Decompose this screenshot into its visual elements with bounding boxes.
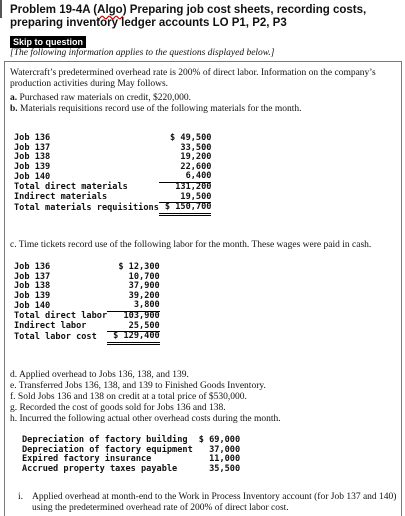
- item-f: f. Sold Jobs 136 and 138 on credit at a total price of $530,000.: [10, 392, 247, 402]
- table-row: Expired factory insurance 11,000: [22, 454, 241, 465]
- labor-table: [14, 263, 160, 345]
- table-row: Job 139 39,200: [14, 290, 160, 301]
- item-b: b. Materials requisitions record use of the following materials for the month.: [10, 104, 302, 114]
- skip-to-question-button[interactable]: Skip to question: [10, 36, 86, 48]
- item-g: g. Recorded the cost of goods sold for Jobs 136 and 138.: [10, 403, 226, 413]
- table-row: Total direct materials 131,200: [14, 181, 212, 192]
- table-row: Job 139 22,600: [14, 161, 212, 172]
- algo-label: Algo: [97, 4, 123, 16]
- table-row: Depreciation of factory building $ 69,000: [22, 435, 241, 445]
- table-row: Job 138 19,200: [14, 152, 212, 163]
- materials-table: [14, 134, 211, 216]
- intro-text: Watercraft’s predetermined overhead rate is 200% of direct labor. Information on the company’s production activities during May follows.: [10, 68, 376, 89]
- info-note: [The following information applies to the questions displayed below.]: [10, 48, 275, 58]
- problem-title: Problem 19-4A (Algo) Preparing job cost sheets, recording costs, preparing inventory ledger accounts LO P1, P2, P3: [10, 4, 367, 29]
- table-row: Accrued property taxes payable 35,500: [22, 463, 241, 474]
- item-c: c. Time tickets record use of the following labor for the month. These wages were paid in cash.: [10, 240, 372, 250]
- item-i: i. Applied overhead at month-end to the Work in Process Inventory account (for Job 137 and 140) using the predetermined overhead rate of 200% of direct labor cost.: [18, 492, 397, 513]
- table-row: Job 137 10,700: [14, 271, 160, 282]
- left-edge-bar: [0, 0, 2, 18]
- table-row: Job 140 6,400: [14, 171, 212, 182]
- overhead-table: [22, 436, 240, 474]
- item-d: d. Applied overhead to Jobs 136, 138, and 139.: [10, 370, 189, 380]
- item-e: e. Transferred Jobs 136, 138, and 139 to Finished Goods Inventory.: [10, 381, 266, 391]
- item-h: h. Incurred the following actual other overhead costs during the month.: [10, 414, 281, 424]
- item-a: a. Purchased raw materials on credit, $220,000.: [10, 93, 191, 103]
- table-row: Indirect materials 19,500: [14, 191, 212, 202]
- table-row: Job 140 3,800: [14, 300, 160, 311]
- table-row: Total labor cost $ 129,400: [14, 331, 160, 342]
- table-row: Total direct labor 103,900: [14, 310, 160, 321]
- table-row: Job 136 $ 49,500: [14, 133, 212, 143]
- table-row: Job 138 37,900: [14, 281, 160, 292]
- table-row: Total materials requisitions $ 150,700: [14, 202, 212, 213]
- table-row: Job 136 $ 12,300: [14, 262, 160, 272]
- table-row: Job 137 33,500: [14, 142, 212, 153]
- table-row: Depreciation of factory equipment 37,000: [22, 444, 241, 455]
- table-row: Indirect labor 25,500: [14, 320, 160, 331]
